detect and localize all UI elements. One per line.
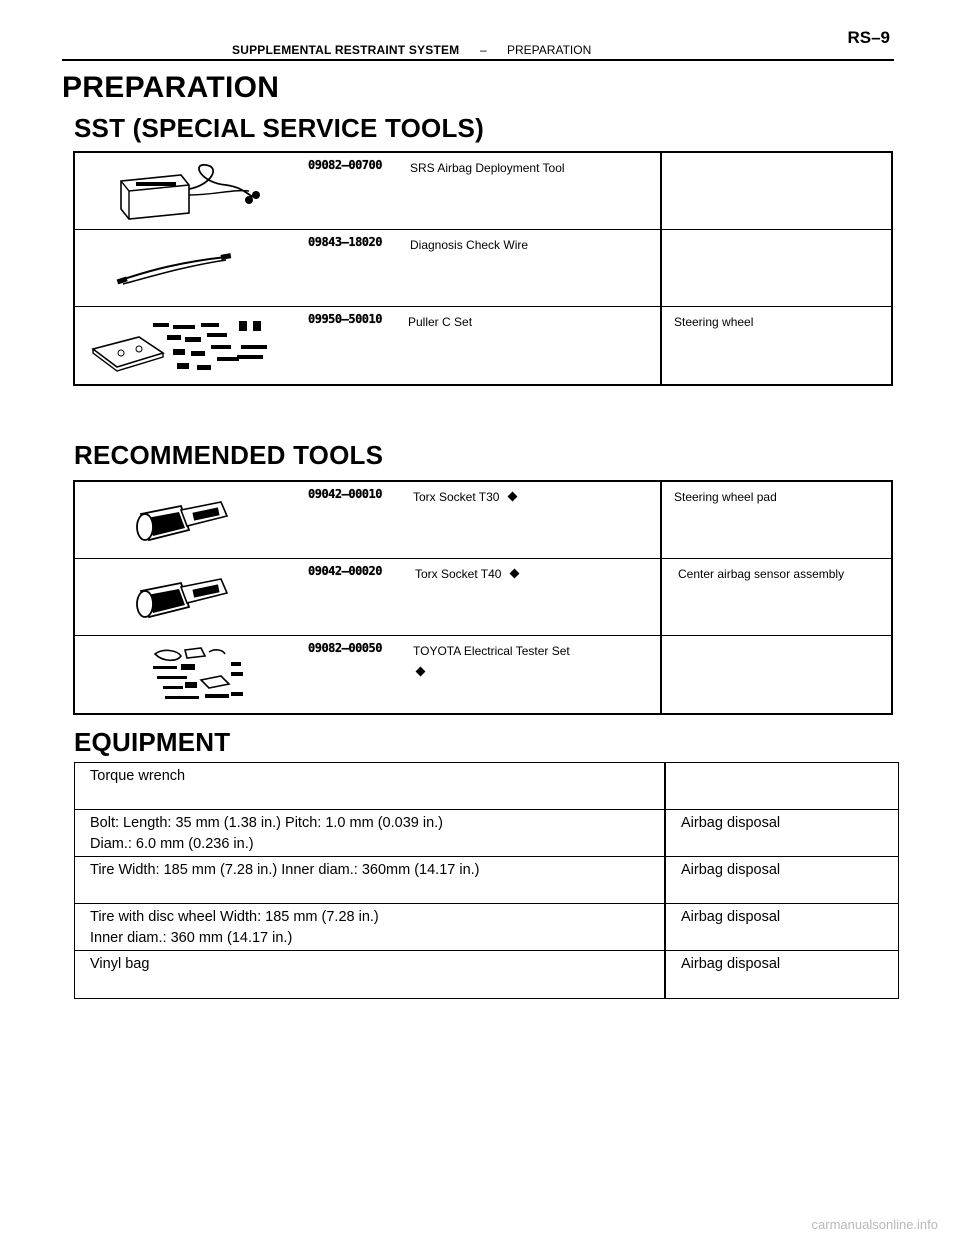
header-rule: [62, 59, 894, 61]
tool-name-text: Torx Socket T30: [413, 490, 500, 504]
equipment-section-title: EQUIPMENT: [74, 727, 231, 757]
equipment-name: Bolt: Length: 35 mm (1.38 in.) Pitch: 1.0 mm (0.039 in.) Diam.: 6.0 mm (0.236 in.): [90, 815, 443, 852]
table-row: [75, 763, 898, 810]
equipment-name: Tire Width: 185 mm (7.28 in.) Inner diam.: 360mm (14.17 in.): [90, 862, 480, 878]
column-divider: [660, 636, 662, 713]
part-number: 09042–00010: [308, 487, 382, 501]
table-row: [75, 857, 898, 904]
part-number: 09082–00050: [308, 641, 382, 655]
column-divider: [660, 230, 662, 306]
tool-name: [413, 490, 516, 504]
column-divider: [660, 482, 662, 558]
torx-socket-illustration: [81, 561, 301, 633]
tool-usage: Center airbag sensor assembly: [678, 567, 845, 581]
part-number: 09950–50010: [308, 312, 382, 326]
equipment-table: [74, 762, 899, 999]
table-row: [75, 636, 891, 713]
column-divider: [660, 307, 662, 384]
equipment-usage: Airbag disposal: [681, 815, 781, 831]
equipment-usage: Airbag disposal: [681, 862, 781, 878]
deployment-tool-illustration: [81, 155, 301, 227]
table-row: [75, 810, 898, 857]
tool-name: Diagnosis Check Wire: [410, 238, 529, 252]
part-number: 09042–00020: [308, 564, 382, 578]
table-row: [75, 482, 891, 559]
table-row: [75, 307, 891, 384]
column-divider: [664, 904, 666, 950]
tool-name-text: Torx Socket T40: [415, 567, 502, 581]
table-row: [75, 153, 891, 230]
running-header-separator: –: [480, 43, 487, 57]
running-header-section: SUPPLEMENTAL RESTRAINT SYSTEM: [232, 43, 460, 57]
recommended-table: [73, 480, 893, 715]
table-row: [75, 904, 898, 951]
equipment-name: Vinyl bag: [90, 956, 150, 972]
part-number: 09843–18020: [308, 235, 382, 249]
diamond-icon: [508, 492, 518, 502]
page-title: PREPARATION: [62, 71, 280, 104]
tool-name: [415, 567, 518, 581]
equipment-usage: Airbag disposal: [681, 956, 781, 972]
check-wire-illustration: [81, 232, 301, 304]
recommended-section-title: RECOMMENDED TOOLS: [74, 440, 384, 470]
table-row: [75, 230, 891, 307]
tool-usage: Steering wheel: [674, 315, 754, 329]
tool-usage: Steering wheel pad: [674, 490, 777, 504]
equipment-name: Torque wrench: [90, 768, 186, 784]
equipment-usage: Airbag disposal: [681, 909, 781, 925]
column-divider: [664, 763, 666, 809]
watermark: carmanualsonline.info: [811, 1217, 938, 1232]
column-divider: [664, 857, 666, 903]
tool-name: TOYOTA Electrical Tester Set: [413, 644, 570, 658]
running-header-subsection: PREPARATION: [507, 43, 592, 57]
column-divider: [660, 559, 662, 635]
table-row: [75, 951, 898, 998]
sst-table: [73, 151, 893, 386]
tool-name: Puller C Set: [408, 315, 473, 329]
tool-name: SRS Airbag Deployment Tool: [410, 161, 565, 175]
diamond-icon: [416, 667, 426, 677]
puller-set-illustration: [81, 309, 301, 381]
column-divider: [664, 810, 666, 856]
torx-socket-illustration: [81, 484, 301, 556]
table-row: [75, 559, 891, 636]
column-divider: [660, 153, 662, 229]
equipment-name: Tire with disc wheel Width: 185 mm (7.28 in.) Inner diam.: 360 mm (14.17 in.): [90, 909, 379, 946]
page-number: RS–9: [847, 28, 890, 47]
part-number: 09082–00700: [308, 158, 382, 172]
tester-set-illustration: [81, 638, 301, 710]
diamond-icon: [510, 569, 520, 579]
column-divider: [664, 951, 666, 998]
sst-section-title: SST (SPECIAL SERVICE TOOLS): [74, 113, 484, 143]
